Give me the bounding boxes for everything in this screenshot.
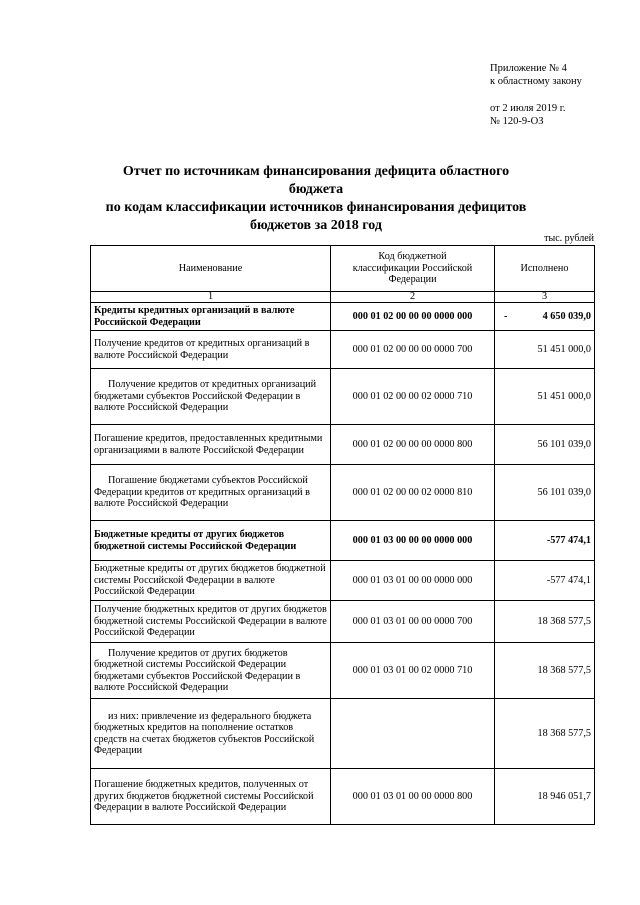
row-name: Получение кредитов от кредитных организаций бюджетами субъектов Российской Федерации в валюте Российской Федерации <box>91 369 331 425</box>
row-code: 000 01 02 00 00 02 0000 710 <box>331 369 495 425</box>
row-code: 000 01 02 00 00 02 0000 810 <box>331 465 495 521</box>
header-row <box>91 246 595 292</box>
table-row <box>91 369 595 425</box>
table-row <box>91 601 595 643</box>
row-name: Получение кредитов от кредитных организаций в валюте Российской Федерации <box>91 331 331 369</box>
row-code: 000 01 03 01 00 00 0000 800 <box>331 769 495 825</box>
table-row <box>91 303 595 331</box>
table-row <box>91 699 595 769</box>
row-code: 000 01 03 01 00 00 0000 700 <box>331 601 495 643</box>
table-row <box>91 425 595 465</box>
appendix-line-2: к областному закону <box>490 76 582 87</box>
table-row <box>91 769 595 825</box>
row-code: 000 01 02 00 00 00 0000 800 <box>331 425 495 465</box>
row-name: Погашение кредитов, предоставленных кредитными организациями в валюте Российской Федерации <box>91 425 331 465</box>
row-amount: 56 101 039,0 <box>495 465 595 521</box>
title-line-3: бюджетов за 2018 год <box>250 218 382 233</box>
row-name: Бюджетные кредиты от других бюджетов бюджетной системы Российской Федерации <box>91 521 331 561</box>
header-name: Наименование <box>91 246 331 292</box>
header-executed: Исполнено <box>495 246 595 292</box>
table-row <box>91 643 595 699</box>
row-amount: 18 368 577,5 <box>495 699 595 769</box>
row-code <box>331 699 495 769</box>
row-code: 000 01 03 00 00 00 0000 000 <box>331 521 495 561</box>
row-name: из них: привлечение из федерального бюджета бюджетных кредитов на пополнение остатков средств на счетах бюджетов субъектов Российской Федерации <box>91 699 331 769</box>
table-row <box>91 331 595 369</box>
appendix-line-1: Приложение № 4 <box>490 63 567 74</box>
row-amount: 4 650 039,0 <box>542 310 591 322</box>
title-line-2: по кодам классификации источников финансирования дефицитов <box>105 200 527 215</box>
report-title <box>96 163 536 235</box>
row-code: 000 01 03 01 00 02 0000 710 <box>331 643 495 699</box>
row-amount: 18 946 051,7 <box>495 769 595 825</box>
row-amount: -577 474,1 <box>495 561 595 601</box>
row-amount: 51 451 000,0 <box>495 369 595 425</box>
row-name: Бюджетные кредиты от других бюджетов бюджетной системы Российской Федерации в валюте Российской Федерации <box>91 561 331 601</box>
row-amount: -577 474,1 <box>495 521 595 561</box>
units-label: тыс. рублей <box>544 233 594 244</box>
table-row <box>91 521 595 561</box>
row-name: Кредиты кредитных организаций в валюте Российской Федерации <box>91 303 331 331</box>
appendix-block <box>490 62 582 128</box>
col-number-1: 1 <box>91 292 331 303</box>
table-row <box>91 465 595 521</box>
row-code: 000 01 02 00 00 00 0000 700 <box>331 331 495 369</box>
col-number-3: 3 <box>495 292 595 303</box>
col-number-2: 2 <box>331 292 495 303</box>
row-code: 000 01 03 01 00 00 0000 000 <box>331 561 495 601</box>
table-row <box>91 561 595 601</box>
row-code: 000 01 02 00 00 00 0000 000 <box>331 303 495 331</box>
appendix-line-4: № 120-9-ОЗ <box>490 116 544 127</box>
title-line-1: Отчет по источникам финансирования дефицита областного бюджета <box>122 164 510 197</box>
report-table <box>90 245 595 825</box>
row-amount: 18 368 577,5 <box>495 601 595 643</box>
row-amount: 56 101 039,0 <box>495 425 595 465</box>
appendix-line-3: от 2 июля 2019 г. <box>490 103 566 114</box>
row-amount: 51 451 000,0 <box>495 331 595 369</box>
column-numbers-row <box>91 292 595 303</box>
minus-sign: - <box>504 310 508 322</box>
row-amount: 18 368 577,5 <box>495 643 595 699</box>
row-amount-cell <box>495 303 595 331</box>
header-code: Код бюджетной классификации Российской Федерации <box>331 246 495 292</box>
row-name: Получение кредитов от других бюджетов бюджетной системы Российской Федерации бюджетами субъектов Российской Федерации в валюте Российской Федерации <box>91 643 331 699</box>
row-name: Погашение бюджетами субъектов Российской Федерации кредитов от кредитных организаций в валюте Российской Федерации <box>91 465 331 521</box>
row-name: Погашение бюджетных кредитов, полученных от других бюджетов бюджетной системы Российской Федерации в валюте Российской Федерации <box>91 769 331 825</box>
row-name: Получение бюджетных кредитов от других бюджетов бюджетной системы Российской Федерации в валюте Российской Федерации <box>91 601 331 643</box>
